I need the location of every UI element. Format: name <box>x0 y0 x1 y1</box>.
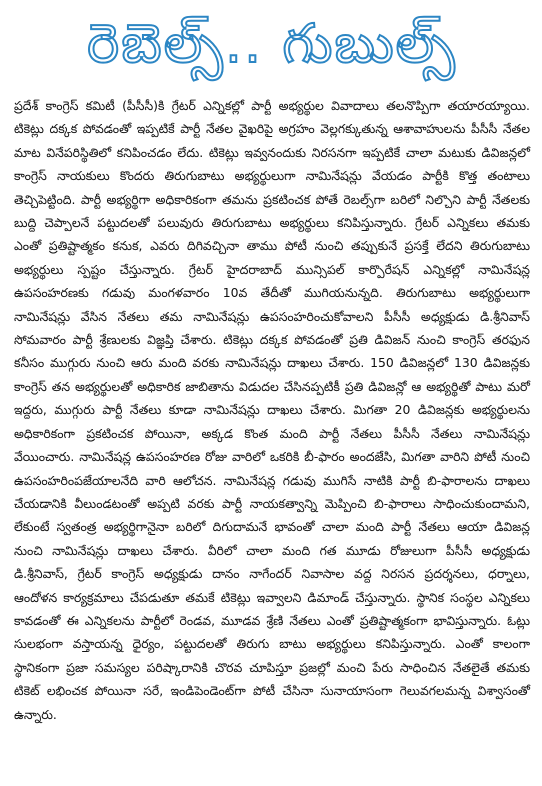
article-paragraph: ప్రదేశ్ కాంగ్రెస్ కమిటీ (పీసీసీ)కి గ్రేటర్ ఎన్నికల్లో పార్టీ అభ్యర్థుల వివాదాలు తలనొప్పిగా తయారయ్యాయి. టికెట్లు దక్కక పోవడంతో ఇప్పటికే పార్టీ నేతల వైఖరిపై అగ్రహం వెల్లగక్కుతున్న ఆశావాహులను పీసీసీ నేతల మాట వినేపరిస్థితిలో కనిపించడం లేదు. టికెట్లు ఇవ్వనందుకు నిరసనగా ఇప్పటికే చాలా మటుకు డివిజన్లలో కాంగ్రెస్ నాయకులు కొందరు తిరుగుబాటు అభ్యర్థులుగా నామినేషన్లు వేయడం పార్టీకి కొత్త తంటాలు తెచ్చిపెట్టింది. పార్టీ అభ్యర్థిగా అధికారికంగా తమను ప్రకటించక పోతే రెబల్స్‌గా బరిలో నిల్చొని పార్టీ నేతలకు బుద్ది చెప్పాలనే పట్టుదలతో పలువురు తిరుగుబాటు అభ్యర్థులు కనిపిస్తున్నారు. గ్రేటర్ ఎన్నికలు తమకు ఎంతో ప్రతిష్టాత్మకం కనుక, ఎవరు దిగివచ్చినా తాము పోటీ నుంచి తప్పుకునే ప్రసక్తే లేదని తిరుగుబాటు అభ్యర్థులు స్పష్టం చేస్తున్నారు. గ్రేటర్ హైదరాబాద్ మున్సిపల్ కార్పొరేషన్ ఎన్నికల్లో నామినేషన్ల ఉపసంహరణకు గడువు మంగళవారం 10వ తేదీతో ముగియనున్నది. తిరుగుబాటు అభ్యర్థులుగా నామినేషన్లు వేసిన నేతలు తమ నామినేషన్లు ఉపసంహరించుకోవాలని పీసీసీ అధ్యక్షుడు డి.శ్రీనివాస్ సోమవారం పార్టీ శ్రేణులకు విజ్ఞప్తి చేశారు. టికెట్లు దక్కక పోవడంతో ప్రతి డివిజన్ నుంచి కాంగ్రెస్ తరఫున కనీసం ముగ్గురు నుంచి ఆరు మంది వరకు నామినేషన్లు దాఖలు చేశారు. 150 డివిజన్లలో 130 డివిజన్లకు కాంగ్రెస్ తన అభ్యర్థులతో అధికారిక జాబితాను విడుదల చేసినప్పటికీ ప్రతి డివిజన్లో ఆ అభ్యర్థితో పాటు మరో ఇద్దరు, ముగ్గురు పార్టీ నేతలు కూడా నామినేషన్లు దాఖలు చేశారు. మిగతా 20 డివిజన్లకు అభ్యర్థులను అధికారికంగా ప్రకటించక పోయినా, అక్కడ కొంత మంది పార్టీ నేతలు పీసీసీ నేతలు నామినేషన్లు వేయించారు. నామినేషన్ల ఉపసంహరణ రోజు వారిలో ఒకరికి బీ-ఫారం అందజేసి, మిగతా వారిని పోటీ నుంచి ఉపసంహరింపజేయాలనేది వారి ఆలోచన. నామినేషన్ల గడువు ముగిసే నాటికి పార్టీ బి-ఫారాలను దాఖలు చేయడానికి వీలుండటంతో అప్పటి వరకు పార్టీ నాయకత్వాన్ని మెప్పించి బి-ఫారాలు సాధించుకుందామని, లేకుంటే స్వతంత్ర అభ్యర్థిగానైనా బరిలో దిగుదామనే భావంతో చాలా మంది పార్టీ నేతలు ఆయా డివిజన్ల నుంచి నామినేషన్లు దాఖలు చేశారు. వీరిలో చాలా మంది గత మూడు రోజులుగా పీసీసీ అధ్యక్షుడు డి.శ్రీనివాస్, గ్రేటర్ కాంగ్రెస్ అధ్యక్షుడు దానం నాగేందర్ నివాసాల వద్ద నిరసన ప్రదర్శనలు, ధర్నాలు, ఆందోళన కార్యక్రమాలు చేపడుతూ తమకే టికెట్లు ఇవ్వాలని డిమాండ్ చేస్తున్నారు. స్థానిక సంస్థల ఎన్నికలు కావడంతో ఈ ఎన్నికలను పార్టీలో రెండవ, మూడవ శ్రేణి నేతలు ఎంతో ప్రతిష్టాత్మకంగా భావిస్తున్నారు. ఓట్లు సులభంగా వస్తాయన్న ధైర్యం, పట్టుదలతో తిరుగు బాటు అభ్యర్థులు కనిపిస్తున్నారు. ఎంతో కాలంగా స్థానికంగా ప్రజా సమస్యల పరిష్కారానికి చొరవ చూపిస్తూ ప్రజల్లో మంచి పేరు సాధించిన నేతలైతే తమకు టికెట్ లభించక పోయినా సరే, ఇండిపెండెంట్‌గా పోటీ చేసినా సునాయాసంగా గెలువగలమన్న విశ్వాసంతో ఉన్నారు. <box>14 98 530 722</box>
article-headline: రెబెల్స్.. గుబుల్స్ <box>87 12 457 75</box>
article-body <box>14 94 530 726</box>
